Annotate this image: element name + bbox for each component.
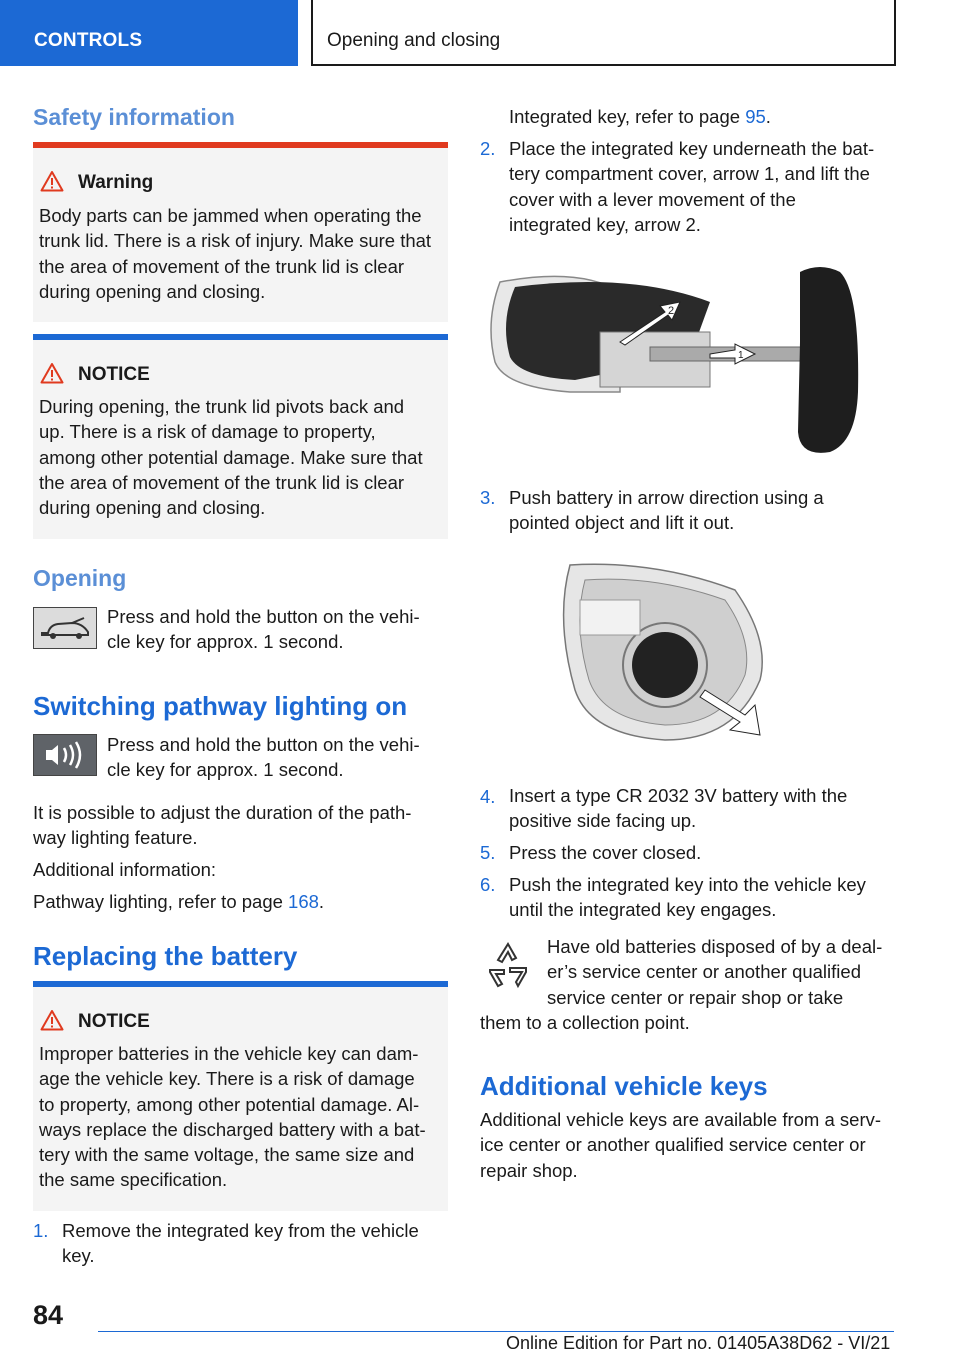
trunk-car-icon bbox=[34, 608, 96, 648]
additional-keys-text: Additional vehicle keys are available from a serv- ice center or another qualified service center or repair shop. bbox=[480, 1109, 882, 1181]
pathway-para1: It is possible to adjust the duration of the path- way lighting feature. bbox=[33, 802, 412, 849]
step-text: Push battery in arrow direction using a pointed object and lift it out. bbox=[509, 487, 824, 534]
trunk-button-icon-box bbox=[33, 607, 97, 649]
notice-text: During opening, the trunk lid pivots back and up. There is a risk of damage to property, among other potential damage. Make sure that the area of movement of the trunk lid is clear during opening and closing. bbox=[39, 396, 423, 519]
additional-keys-heading: Additional vehicle keys bbox=[480, 1071, 768, 1101]
battery-notice-text: Improper batteries in the vehicle key can dam- age the vehicle key. There is a risk of damage to property, among other potential damage. Al- ways replace the discharged battery with a bat- tery with the same voltage, the same size and the same specification. bbox=[39, 1043, 426, 1191]
warning-title: Warning bbox=[78, 172, 154, 193]
page-number: 84 bbox=[33, 1300, 64, 1330]
step-number: 6. bbox=[480, 874, 496, 895]
pathway-text: Press and hold the button on the vehi- cle key for approx. 1 second. bbox=[107, 734, 420, 781]
step-text: Press the cover closed. bbox=[509, 842, 702, 863]
notice-box-battery bbox=[33, 981, 448, 1211]
step1-continued: Integrated key, refer to page 95. bbox=[509, 106, 771, 127]
warning-text: Body parts can be jammed when operating the trunk lid. There is a risk of injury. Make sure that the area of movement of the trunk lid is clear during opening and closing. bbox=[39, 205, 432, 302]
step-number: 4. bbox=[480, 786, 496, 807]
step-text: Place the integrated key underneath the bat- tery compartment cover, arrow 1, and lift the cover with a lever movement of the integrated key, arrow 2. bbox=[509, 138, 875, 235]
pathway-button-icon-box bbox=[33, 734, 97, 776]
warning-triangle-icon bbox=[40, 1009, 64, 1031]
header-chapter-tab bbox=[311, 0, 896, 66]
svg-text:1: 1 bbox=[738, 350, 744, 361]
pathway-para3: Pathway lighting, refer to page 168. bbox=[33, 891, 325, 912]
pathway-heading: Switching pathway lighting on bbox=[33, 691, 408, 721]
pathway-light-icon bbox=[34, 735, 96, 775]
step-number: 2. bbox=[480, 138, 496, 159]
header-section-label: CONTROLS bbox=[34, 30, 143, 51]
step-text: Push the integrated key into the vehicle key until the integrated key engages. bbox=[509, 874, 866, 921]
recycle-text: Have old batteries disposed of by a deal- er’s service center or another qualified service center or repair shop or take bbox=[547, 936, 883, 1008]
pathway-para2: Additional information: bbox=[33, 859, 217, 880]
warning-triangle-icon bbox=[40, 170, 64, 192]
battery-compartment-illustration bbox=[555, 560, 780, 745]
recycle-text-end: them to a collection point. bbox=[480, 1012, 690, 1033]
battery-notice-title: NOTICE bbox=[78, 1011, 150, 1032]
key-removal-illustration bbox=[480, 262, 870, 457]
footer-edition: Online Edition for Part no. 01405A38D62 - VI/21 bbox=[506, 1333, 891, 1353]
safety-heading: Safety information bbox=[33, 104, 235, 130]
header-section-tab[interactable] bbox=[0, 0, 298, 66]
step-number: 3. bbox=[480, 487, 496, 508]
step-text: Remove the integrated key from the vehicle key. bbox=[62, 1220, 419, 1267]
pathway-page-link[interactable]: 168 bbox=[288, 891, 319, 912]
svg-text:2: 2 bbox=[668, 305, 675, 317]
notice-bar bbox=[33, 981, 448, 987]
step-number: 1. bbox=[33, 1220, 49, 1241]
step-text: Insert a type CR 2032 3V battery with the positive side facing up. bbox=[509, 785, 848, 832]
opening-heading: Opening bbox=[33, 565, 127, 591]
recycle-icon bbox=[482, 938, 534, 990]
warning-box bbox=[33, 142, 448, 322]
footer-rule bbox=[98, 1331, 894, 1332]
header-chapter-label: Opening and closing bbox=[327, 30, 501, 51]
warning-bar bbox=[33, 142, 448, 148]
opening-text: Press and hold the button on the vehi- cle key for approx. 1 second. bbox=[107, 606, 420, 653]
integrated-key-page-link[interactable]: 95 bbox=[745, 106, 766, 127]
step-number: 5. bbox=[480, 842, 496, 863]
warning-triangle-icon bbox=[40, 362, 64, 384]
notice-box-trunk bbox=[33, 334, 448, 539]
notice-title: NOTICE bbox=[78, 364, 150, 385]
notice-bar bbox=[33, 334, 448, 340]
battery-heading: Replacing the battery bbox=[33, 941, 298, 971]
